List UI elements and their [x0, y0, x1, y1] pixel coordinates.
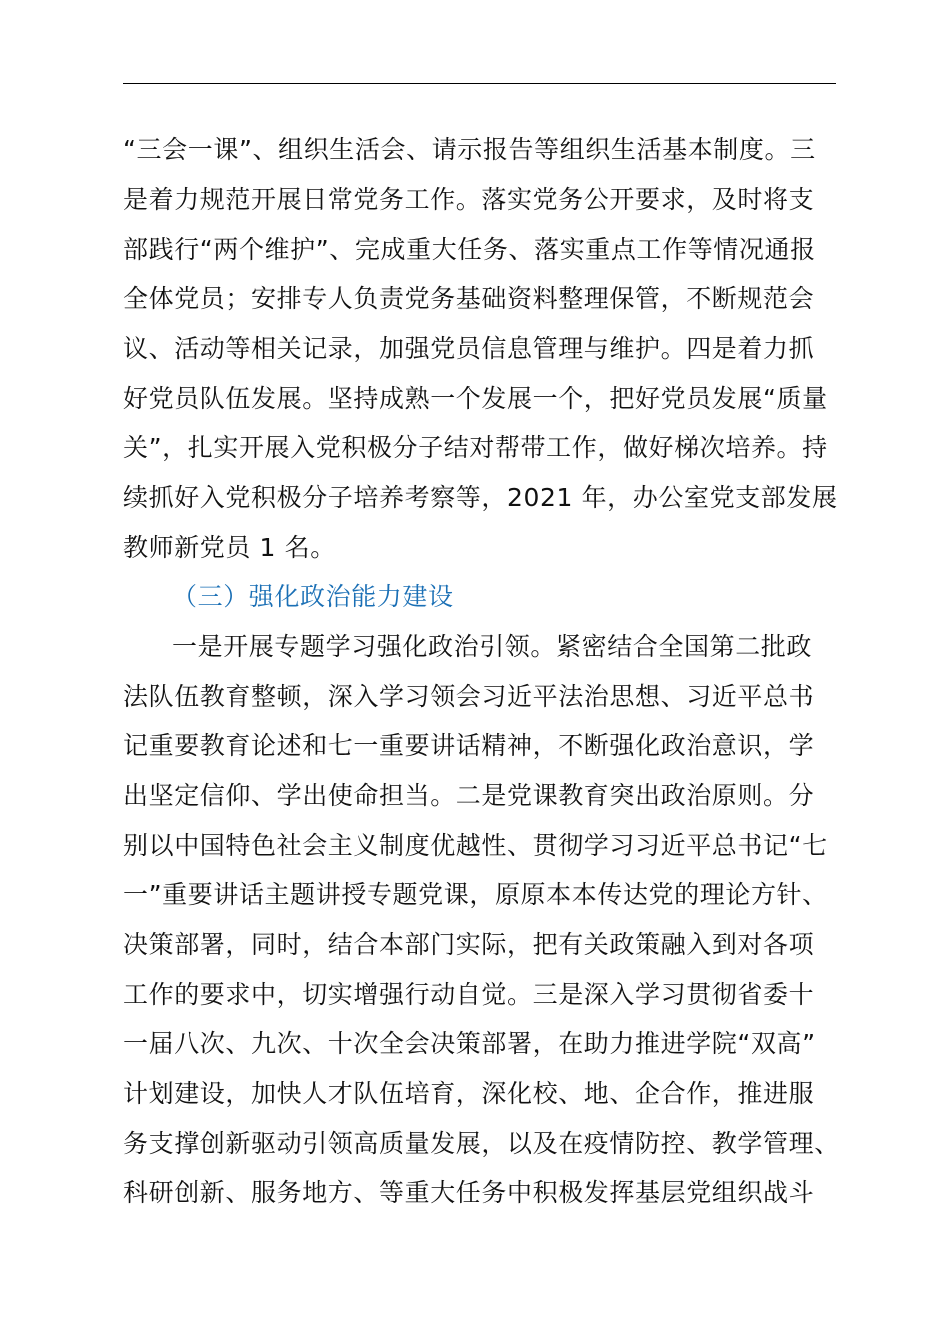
section-heading: （三）强化政治能力建设 [172, 582, 454, 611]
text-line: 记重要教育论述和七一重要讲话精神，不断强化政治意识，学 [123, 731, 815, 760]
text-line: 一”重要讲话主题讲授专题党课，原原本本传达党的理论方针、 [123, 880, 828, 909]
text-line: 全体党员；安排专人负责党务基础资料整理保管，不断规范会 [123, 284, 815, 313]
text-line: 计划建设，加快人才队伍培育，深化校、地、企合作，推进服 [123, 1079, 815, 1108]
text-line: 务支撑创新驱动引领高质量发展，以及在疫情防控、教学管理、 [123, 1129, 840, 1158]
header-rule [123, 83, 836, 84]
text-line: 教师新党员 1 名。 [123, 533, 336, 562]
text-line: 一届八次、九次、十次全会决策部署，在助力推进学院“双高” [123, 1029, 816, 1058]
text-line: 是着力规范开展日常党务工作。落实党务公开要求，及时将支 [123, 185, 815, 214]
text-line: 一是开展专题学习强化政治引领。紧密结合全国第二批政 [172, 632, 813, 661]
text-line: 好党员队伍发展。坚持成熟一个发展一个，把好党员发展“质量 [123, 384, 828, 413]
text-line: 决策部署，同时，结合本部门实际，把有关政策融入到对各项 [123, 930, 815, 959]
text-line: 工作的要求中，切实增强行动自觉。三是深入学习贯彻省委十 [123, 980, 815, 1009]
text-line: 法队伍教育整顿，深入学习领会习近平法治思想、习近平总书 [123, 682, 815, 711]
text-line: 关”，扎实开展入党积极分子结对帮带工作，做好梯次培养。持 [123, 433, 828, 462]
text-line: “三会一课”、组织生活会、请示报告等组织生活基本制度。三 [123, 135, 816, 164]
text-line: 续抓好入党积极分子培养考察等，2021 年，办公室党支部发展 [123, 483, 838, 512]
text-line: 议、活动等相关记录，加强党员信息管理与维护。四是着力抓 [123, 334, 815, 363]
text-line: 部践行“两个维护”、完成重大任务、落实重点工作等情况通报 [123, 235, 816, 264]
text-line: 科研创新、服务地方、等重大任务中积极发挥基层党组织战斗 [123, 1178, 815, 1207]
text-line: 出坚定信仰、学出使命担当。二是党课教育突出政治原则。分 [123, 781, 815, 810]
text-line: 别以中国特色社会主义制度优越性、贯彻学习习近平总书记“七 [123, 831, 828, 860]
